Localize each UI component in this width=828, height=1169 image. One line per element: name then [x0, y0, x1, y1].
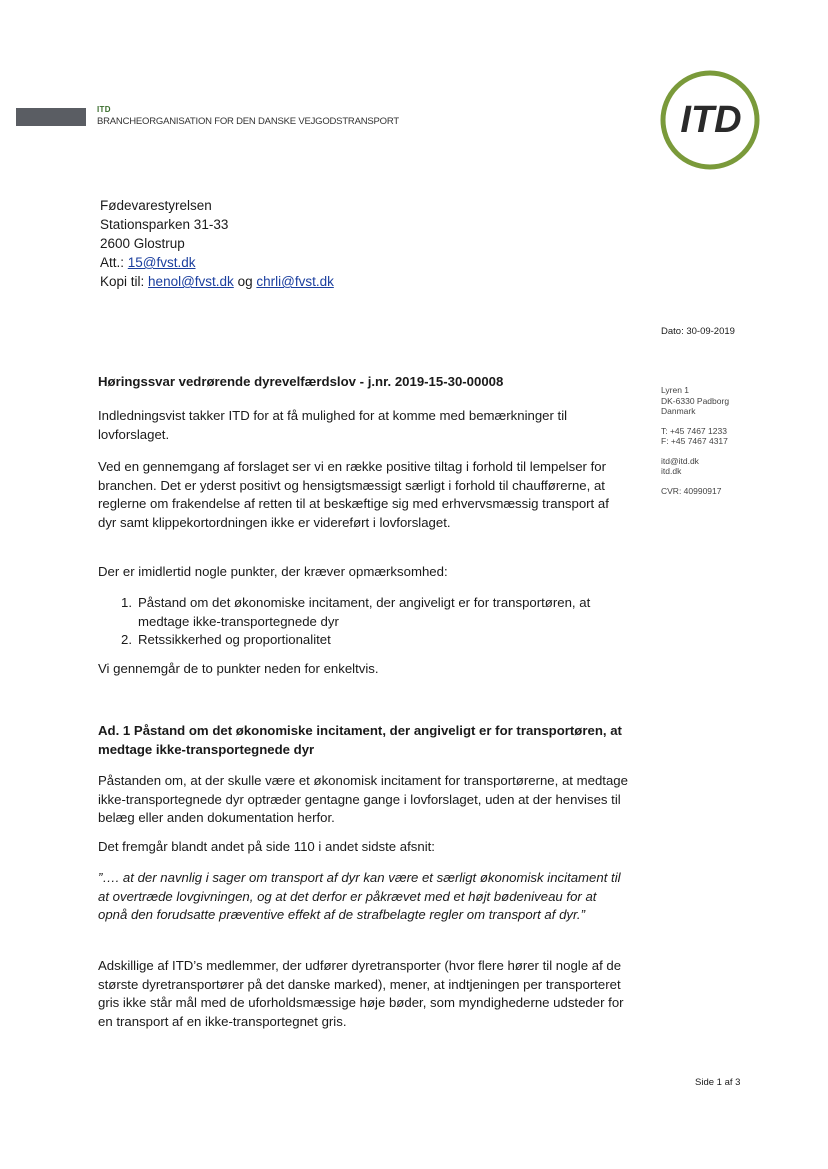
recipient-city: 2600 Glostrup — [100, 236, 185, 251]
list-number: 2. — [121, 632, 132, 647]
brand-full-name: BRANCHEORGANISATION FOR DEN DANSKE VEJGODSTRANSPORT — [97, 116, 399, 127]
sender-fax: F: +45 7467 4317 — [661, 436, 728, 446]
list-text: Påstand om det økonomiske incitament, der angiveligt er for transportøren, at medtage ikke-transportegnede dyr — [138, 595, 591, 629]
paragraph-attention: Der er imidlertid nogle punkter, der kræver opmærksomhed: — [98, 564, 448, 579]
att-email-link[interactable]: 15@fvst.dk — [127, 255, 196, 270]
itd-logo — [656, 66, 764, 174]
copy-email-link-1[interactable]: henol@fvst.dk — [148, 274, 234, 289]
brand-short: ITD — [97, 105, 111, 114]
quote-block: ”…. at der navnlig i sager om transport af dyr kan være et særligt økonomisk incitament til at overtræde lovgivningen, og at det derfor er påkrævet med et højt bødeniveau for at opnå den forudsatte præventive effekt af de strafbelagte regler om transport af dyr.” — [98, 870, 621, 922]
paragraph-intro: Indledningsvist takker ITD for at få mulighed for at komme med bemærkninger til lovforslaget. — [98, 408, 568, 442]
sender-country: Danmark — [661, 406, 696, 416]
copy-line — [100, 272, 334, 291]
copy-joiner: og — [237, 274, 253, 289]
paragraph-claim: Påstanden om, at der skulle være et økonomisk incitament for transportørerne, at medtage ikke-transportegnede dyr optræder gentagne gange i lovforslaget, uden at der henvises til belæg eller anden dokumentation herfor. — [98, 773, 628, 825]
letter-date: Dato: 30-09-2019 — [661, 326, 735, 337]
sender-address-2: DK-6330 Padborg — [661, 395, 730, 406]
page-number: Side 1 af 3 — [695, 1077, 741, 1088]
list-text: Retssikkerhed og proportionalitet — [138, 632, 331, 647]
list-item — [121, 594, 628, 631]
list-item — [121, 631, 628, 650]
sender-web: itd.dk — [661, 466, 682, 476]
paragraph-members: Adskillige af ITD’s medlemmer, der udfører dyretransporter (hvor flere hører til nogle af de største dyretransportører på det danske marked), mener, at indtjeningen per transporteret gris ikke står mål med de uforholdsmæssige høje bøder, som myndighederne udsteder for en transport af en ikke-transportegnet gris. — [98, 958, 624, 1029]
section-heading: Ad. 1 Påstand om det økonomiske incitament, der angiveligt er for transportøren, at medtage ikke-transportegnede dyr — [98, 723, 622, 757]
att-label: Att.: — [100, 255, 125, 270]
recipient-street: Stationsparken 31-33 — [100, 217, 229, 232]
sender-phone: T: +45 7467 1233 — [661, 425, 727, 436]
list-number: 1. — [121, 595, 132, 610]
sender-info — [661, 385, 729, 496]
recipient-name: Fødevarestyrelsen — [100, 198, 212, 213]
header-bar — [16, 108, 86, 126]
logo-text: ITD — [680, 99, 742, 141]
paragraph-positive: Ved en gennemgang af forslaget ser vi en række positive tiltag i forhold til lempelser for branchen. Det er yderst positivt og hensigtsmæssigt særligt i forhold til chaufførerne, at reglerne om frakendelse af retten til at beskæftige sig med erhvervsmæssig transport af dyr samt klippekortordningen ikke er videreført i lovforslaget. — [98, 459, 609, 530]
copy-email-link-2[interactable]: chrli@fvst.dk — [256, 274, 334, 289]
sender-email: itd@itd.dk — [661, 455, 699, 466]
points-list — [98, 594, 628, 650]
sender-cvr: CVR: 40990917 — [661, 485, 722, 496]
sender-address-1: Lyren 1 — [661, 385, 690, 395]
paragraph-source: Det fremgår blandt andet på side 110 i andet sidste afsnit: — [98, 839, 435, 854]
letter-subject: Høringssvar vedrørende dyrevelfærdslov - j.nr. 2019-15-30-00008 — [98, 374, 504, 389]
copy-label: Kopi til: — [100, 274, 145, 289]
paragraph-review: Vi gennemgår de to punkter neden for enkeltvis. — [98, 661, 379, 676]
att-line — [100, 253, 334, 272]
recipient-address — [100, 196, 334, 291]
